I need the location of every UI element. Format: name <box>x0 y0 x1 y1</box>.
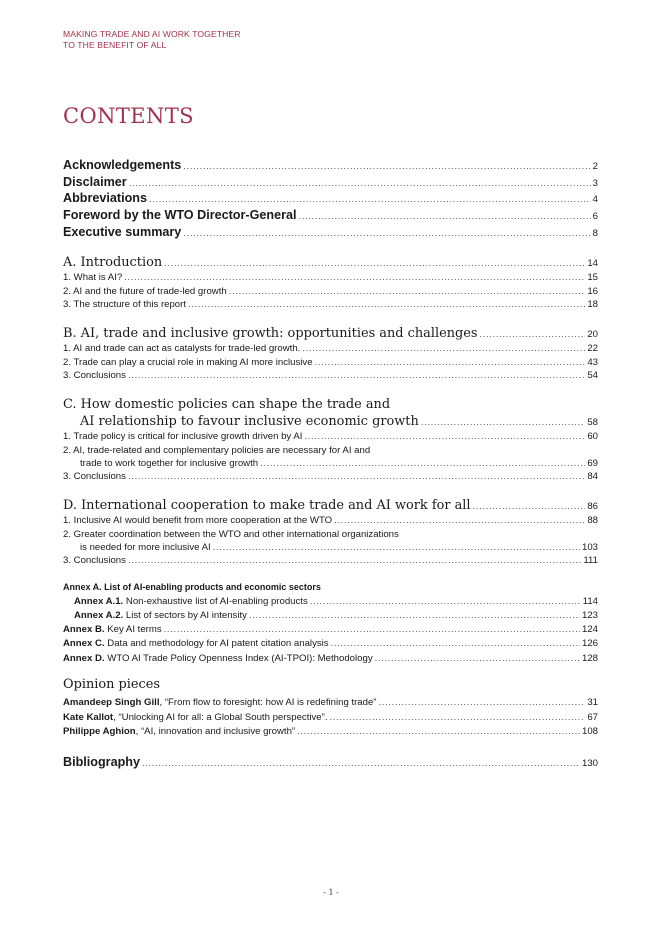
toc-chapter-c-line1[interactable]: C. How domestic policies can shape the trade and <box>63 397 391 413</box>
toc-entry-abbreviations[interactable]: Abbreviations ..... 4 <box>63 191 598 208</box>
toc-opinion-heading: Opinion pieces <box>63 677 160 693</box>
toc-annex-b[interactable]: Annex B. Key AI terms ..... 124 <box>63 624 598 638</box>
toc-entry-bibliography[interactable]: Bibliography ..... 130 <box>63 755 598 772</box>
running-header-line2: TO THE BENEFIT OF ALL <box>63 40 167 50</box>
toc-annex-a2[interactable]: Annex A.2. List of sectors by AI intensity ..... 123 <box>63 610 598 624</box>
toc-opinion-aghion[interactable]: Philippe Aghion, “AI, innovation and inclusive growth” ..... 108 <box>63 726 598 741</box>
toc-annex-c[interactable]: Annex C. Data and methodology for AI patent citation analysis ..... 126 <box>63 638 598 652</box>
toc-section-a1[interactable]: 1. What is AI? ..... 15 <box>63 272 598 285</box>
toc-section-b2[interactable]: 2. Trade can play a crucial role in making AI more inclusive ..... 43 <box>63 357 598 370</box>
toc-chapter-c[interactable]: AI relationship to favour inclusive economic growth ..... 58 <box>63 414 598 431</box>
toc-section-c3[interactable]: 3. Conclusions ..... 84 <box>63 471 598 484</box>
toc-section-d3[interactable]: 3. Conclusions ..... 111 <box>63 555 598 568</box>
toc-section-d1[interactable]: 1. Inclusive AI would benefit from more cooperation at the WTO ..... 88 <box>63 515 598 528</box>
toc-chapter-a[interactable]: A. Introduction ..... 14 <box>63 255 598 272</box>
toc-annex-a-heading[interactable]: Annex A. List of AI-enabling products and economic sectors <box>63 581 321 592</box>
toc-annex-d[interactable]: Annex D. WTO AI Trade Policy Openness Index (AI-TPOI): Methodology ..... 128 <box>63 653 598 667</box>
table-of-contents <box>63 158 598 772</box>
running-header <box>63 29 241 51</box>
page-title: CONTENTS <box>63 104 194 128</box>
toc-section-a3[interactable]: 3. The structure of this report ..... 18 <box>63 299 598 312</box>
toc-section-a2[interactable]: 2. AI and the future of trade-led growth ..... 16 <box>63 286 598 299</box>
running-header-line1: MAKING TRADE AND AI WORK TOGETHER <box>63 29 241 39</box>
toc-opinion-kallot[interactable]: Kate Kallot, “Unlocking AI for all: a Global South perspective”. ..... 67 <box>63 712 598 727</box>
toc-entry-disclaimer[interactable]: Disclaimer ..... 3 <box>63 175 598 192</box>
toc-section-c2-line1[interactable]: 2. AI, trade-related and complementary policies are necessary for AI and <box>63 444 371 456</box>
toc-opinion-gill[interactable]: Amandeep Singh Gill, “From flow to foresight: how AI is redefining trade” ..... 31 <box>63 697 598 712</box>
toc-chapter-b[interactable]: B. AI, trade and inclusive growth: opportunities and challenges ..... 20 <box>63 326 598 343</box>
toc-section-b3[interactable]: 3. Conclusions ..... 54 <box>63 370 598 383</box>
toc-annex-a1[interactable]: Annex A.1. Non-exhaustive list of AI-enabling products ..... 114 <box>63 596 598 610</box>
toc-section-c1[interactable]: 1. Trade policy is critical for inclusive growth driven by AI ..... 60 <box>63 431 598 444</box>
toc-chapter-d[interactable]: D. International cooperation to make trade and AI work for all ..... 86 <box>63 498 598 515</box>
toc-section-d2-line1[interactable]: 2. Greater coordination between the WTO and other international organizations <box>63 528 399 540</box>
toc-section-b1[interactable]: 1. AI and trade can act as catalysts for trade-led growth. ..... 22 <box>63 343 598 356</box>
toc-entry-executive-summary[interactable]: Executive summary ..... 8 <box>63 225 598 242</box>
toc-section-d2[interactable]: is needed for more inclusive AI ..... 103 <box>63 542 598 555</box>
toc-entry-acknowledgements[interactable]: Acknowledgements ..... 2 <box>63 158 598 175</box>
page-number: - 1 - <box>323 888 339 897</box>
toc-section-c2[interactable]: trade to work together for inclusive growth ..... 69 <box>63 458 598 471</box>
toc-entry-foreword[interactable]: Foreword by the WTO Director-General ..... 6 <box>63 208 598 225</box>
